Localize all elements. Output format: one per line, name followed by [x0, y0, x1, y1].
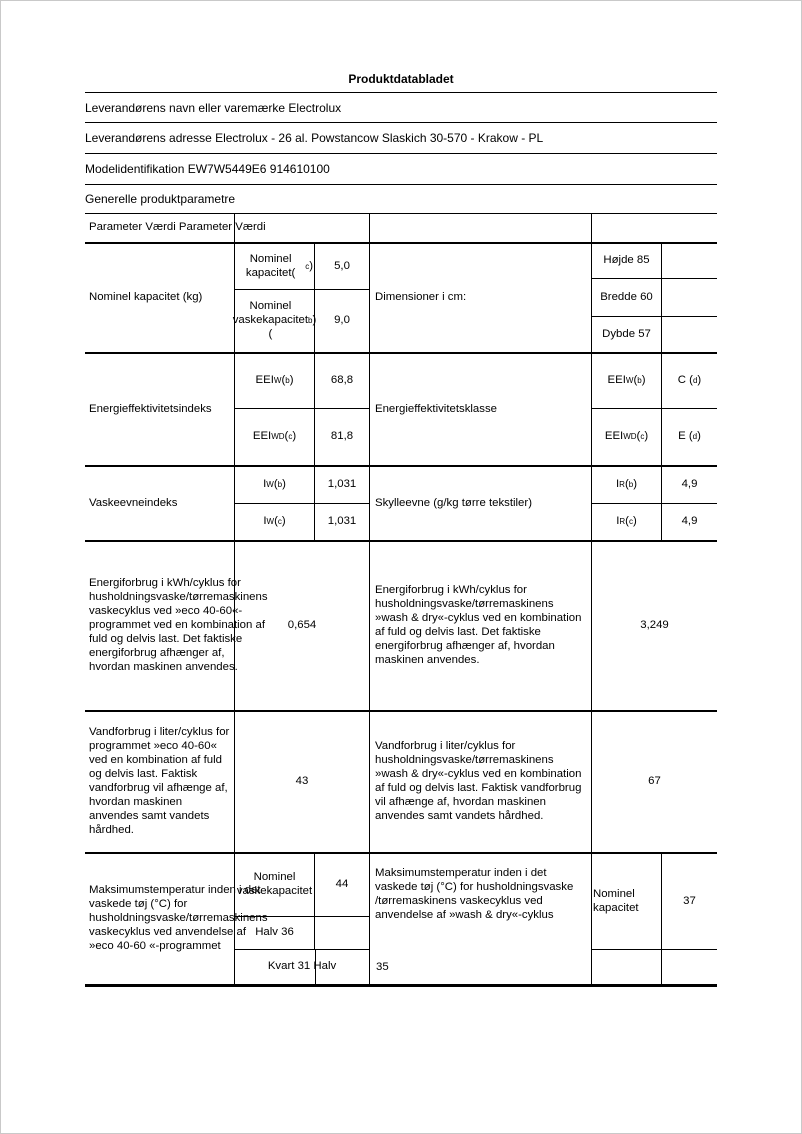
dimension-row: [592, 317, 717, 352]
maxtemp-washdry-cell: [370, 854, 592, 984]
table-header-text: Parameter Værdi Parameter Værdi: [89, 221, 266, 234]
wash-index-subtable: [235, 467, 370, 540]
supplier-address-row: Leverandørens adresse Electrolux - 26 al. Powstancow Slaskich 30-570 - Krakow - PL: [85, 123, 717, 154]
rinsing-sub-value: 4,9: [681, 478, 698, 491]
rinsing-subtable: [592, 467, 717, 540]
capacity-sub-value: 5,0: [334, 259, 350, 272]
row-max-temperature: [85, 854, 717, 987]
dimension-value: [662, 317, 717, 352]
table-header-row: [85, 214, 717, 244]
eei-class-subrow: [592, 354, 717, 409]
supplier-name-row: Leverandørens navn eller varemærke Electrolux: [85, 93, 717, 123]
row-water-consumption: [85, 712, 717, 854]
eei-class-sub-value: E ( d ): [678, 430, 701, 443]
page-title: Produktdatabladet: [85, 65, 717, 93]
maxtemp-washdry-label: Maksimumstemperatur inden i det vaskede tøj (°C) for husholdningsvaske /tørremaskinens vaskecyklus ved anvendelse af »wash & dry«-cyklus: [375, 867, 574, 921]
table-header-cell: [592, 214, 717, 242]
wash-index-subrow: [235, 467, 369, 504]
water-washdry-label: Vandforbrug i liter/cyklus for husholdningsvaske/tørremaskinens »wash & dry«-cyklus ved en kombination af fuld og delvis last. Faktisk vandforbrug vil afhænge af, hvordan maskinen anvendes samt vandets hårdhed.: [370, 712, 592, 852]
eei-sub-value: 68,8: [330, 374, 354, 387]
energy-washdry-value: 3,249: [640, 619, 669, 632]
section-heading: Generelle produktparametre: [85, 192, 236, 206]
capacity-sub-value: 9,0: [334, 314, 350, 327]
rinsing-sub-label: I R ( b ): [592, 467, 662, 503]
row-energy-efficiency: [85, 354, 717, 467]
water-eco-label: Vandforbrug i liter/cyklus for programmet »eco 40-60« ved en kombination af fuld og delvis last. Faktisk vandforbrug vil afhænge af, hvordan maskinen anvendes samt vandets hårdhed.: [85, 712, 235, 852]
dimension-width: Bredde 60: [592, 279, 662, 316]
parameters-table: [85, 213, 717, 987]
maxtemp-sub-label: Kvart 31 Halv: [267, 960, 337, 973]
wash-index-sub-label: I W ( b ): [235, 467, 315, 503]
dimensions-subtable: [592, 244, 717, 352]
capacity-sub-label: Nominel kapacitet( c ): [235, 244, 315, 289]
energy-eco-value: 0,654: [235, 542, 370, 710]
eei-class-sub-label: EEI WD ( c ): [592, 409, 662, 465]
wash-index-subrow: [235, 504, 369, 540]
maxtemp-right-subrow: [592, 854, 717, 950]
maxtemp-subtable: [235, 854, 370, 984]
energy-eco-label: Energiforbrug i kWh/cyklus for husholdningsvaske/tørremaskinens vaskecyklus ved »eco 40-60«-programmet ved en kombination af fuld og delvis last. Det faktiske energiforbrug afhænger af, hvordan maskinen anvendes.: [85, 542, 235, 710]
maxtemp-right-subrow: [592, 950, 717, 984]
maxtemp-right-subtable: [592, 854, 717, 984]
maxtemp-subrow: [235, 917, 369, 950]
maxtemp-right-sub-value: 37: [683, 894, 696, 907]
eei-sub-label: EEI WD ( c ): [235, 409, 315, 465]
rinsing-subrow: [592, 504, 717, 540]
maxtemp-subrow-merged: [235, 950, 369, 984]
maxtemp-sub-label: Nominel vaskekapacitet: [235, 854, 315, 916]
eei-subtable: [235, 354, 370, 465]
maxtemp-washdry-half-value: 35: [376, 961, 389, 974]
dimension-value: [662, 244, 717, 278]
wash-index-sub-label: I W ( c ): [235, 504, 315, 540]
eei-label: Energieffektivitetsindeks: [85, 354, 235, 465]
rinsing-sub-label: I R ( c ): [592, 504, 662, 540]
capacity-sub-label: Nominel vaskekapacitet ( b ): [235, 290, 315, 352]
maxtemp-sub-label: Halv 36: [235, 917, 315, 949]
maxtemp-sub-value: 44: [335, 878, 349, 891]
eei-class-label: Energieffektivitetsklasse: [370, 354, 592, 465]
eei-subrow: [235, 409, 369, 465]
maxtemp-sub-value: [315, 917, 369, 949]
dimension-height: Højde 85: [592, 244, 662, 278]
table-header-cell: [85, 214, 266, 242]
dimension-depth: Dybde 57: [592, 317, 662, 352]
row-nominal-capacity: [85, 244, 717, 354]
dimensions-label: Dimensioner i cm:: [370, 244, 592, 352]
capacity-subrow: [232, 290, 369, 352]
maxtemp-right-sub-label-text: Nominel kapacitet: [593, 887, 639, 914]
maxtemp-subrow: [235, 854, 369, 917]
page-content: [85, 1, 717, 987]
maxtemp-right-sub-label: [592, 950, 662, 984]
wash-index-label: Vaskeevneindeks: [85, 467, 235, 540]
model-identification-row: Modelidentifikation EW7W5449E6 914610100: [85, 154, 717, 185]
dimension-row: [592, 279, 717, 317]
eei-subrow: [235, 354, 369, 409]
table-header-cell: [370, 214, 592, 242]
wash-index-sub-value: 1,031: [327, 478, 357, 491]
rinsing-sub-value: 4,9: [681, 515, 698, 528]
rinsing-subrow: [592, 467, 717, 504]
maxtemp-right-sub-label: [592, 854, 662, 949]
row-washing-index: [85, 467, 717, 542]
eei-class-sub-label: EEI W ( b ): [592, 354, 662, 408]
dimension-row: [592, 244, 717, 279]
eei-class-subrow: [592, 409, 717, 465]
capacity-subtable: [232, 244, 370, 352]
eei-class-sub-value: C ( d ): [677, 374, 702, 387]
wash-index-sub-value: 1,031: [327, 515, 357, 528]
row-energy-consumption: [85, 542, 717, 712]
rinsing-label: Skylleevne (g/kg tørre tekstiler): [370, 467, 592, 540]
maxtemp-right-sub-value: [662, 950, 717, 984]
water-washdry-value: 67: [648, 775, 661, 788]
water-eco-value: 43: [235, 712, 370, 852]
eei-sub-value: 81,8: [330, 430, 354, 443]
capacity-subrow: [235, 244, 369, 290]
dimension-value: [662, 279, 717, 316]
eei-sub-label: EEI W ( b ): [235, 354, 315, 408]
energy-washdry-label: Energiforbrug i kWh/cyklus for husholdningsvaske/tørremaskinens »wash & dry«-cyklus ved en kombination af fuld og delvis last. Det faktiske energiforbrug afhænger af, hvordan maskinen anvendes.: [370, 542, 592, 710]
capacity-label: Nominel kapacitet (kg): [85, 244, 235, 352]
eei-class-subtable: [592, 354, 717, 465]
maxtemp-eco-label: Maksimumstemperatur inden i det vaskede tøj (°C) for husholdningsvaske/tørremaskinens vaskecyklus ved anvendelse af »eco 40-60 «-programmet: [85, 854, 235, 984]
